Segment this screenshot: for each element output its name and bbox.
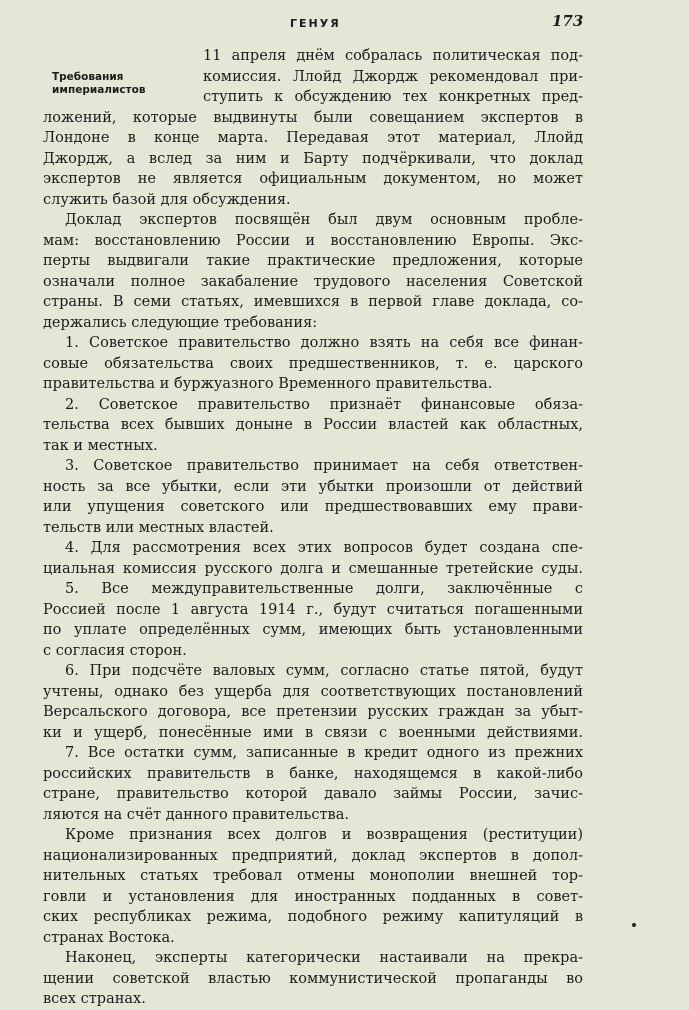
text-line: страны. В семи статьях, имевшихся в первой главе доклада, со- <box>43 294 583 310</box>
text-line: 5. Все междуправительственные долги, заключённые с <box>65 581 583 597</box>
running-head <box>0 12 689 36</box>
text-line: национализированных предприятий, доклад экспертов в допол- <box>43 847 583 864</box>
text-line: 7. Все остатки сумм, записанные в кредит одного из прежних <box>65 745 583 761</box>
text-line: совые обязательства своих предшественников, т. е. царского <box>43 355 583 372</box>
text-line: Наконец, эксперты категорически настаивали на прекра- <box>65 950 583 966</box>
text-line: всех странах. <box>43 991 146 1007</box>
text-line: экспертов не является официальным документом, но может <box>43 171 583 187</box>
text-line: ляются на счёт данного правительства. <box>43 806 349 823</box>
text-line: щении советской властью коммунистической пропаганды во <box>43 970 583 987</box>
text-line: держались следующие требования: <box>43 314 318 331</box>
text-line: мам: восстановлению России и восстановлению Европы. Экс- <box>43 232 583 249</box>
text-line: ступить к обсуждению тех конкретных пред- <box>203 89 583 105</box>
margin-note-line: империалистов <box>52 84 146 96</box>
ink-speck <box>632 923 636 927</box>
text-line: 11 апреля днём собралась политическая под- <box>203 48 583 64</box>
text-line: стране, правительство которой давало займы России, зачис- <box>43 786 583 802</box>
text-line: по уплате определённых сумм, имеющих быть установленными <box>43 622 583 638</box>
text-line: Лондоне в конце марта. Передавая этот материал, Ллойд <box>43 130 583 146</box>
text-line: странах Востока. <box>43 929 175 946</box>
text-line: правительства и буржуазного Временного правительства. <box>43 376 493 392</box>
text-line: 2. Советское правительство признаёт финансовые обяза- <box>65 396 583 413</box>
text-line: российских правительств в банке, находящемся в какой-либо <box>43 765 583 782</box>
text-line: Кроме признания всех долгов и возвращения (реституции) <box>65 827 583 843</box>
text-line: ность за все убытки, если эти убытки произошли от действий <box>43 478 583 495</box>
text-line: Джордж, а вслед за ним и Барту подчёркивали, что доклад <box>43 150 583 167</box>
text-line: нительных статьях требовал отмены монополии внешней тор- <box>43 868 583 884</box>
text-line: говли и установления для иностранных подданных в совет- <box>43 888 583 905</box>
text-line: служить базой для обсуждения. <box>43 191 291 208</box>
margin-note-line: Требования <box>52 71 124 83</box>
text-line: тельства всех бывших доныне в России властей как областных, <box>43 417 583 433</box>
body-text <box>43 46 583 1010</box>
text-line: учтены, однако без ущерба для соответствующих постановлений <box>43 683 583 700</box>
text-line: комиссия. Ллойд Джордж рекомендовал при- <box>203 68 583 85</box>
text-line: перты выдвигали такие практические предложения, которые <box>43 253 583 269</box>
text-line: 6. При подсчёте валовых сумм, согласно статье пятой, будут <box>65 663 583 679</box>
text-line: означали полное закабаление трудового населения Советской <box>43 273 583 290</box>
running-title: ГЕНУЯ <box>290 17 341 30</box>
text-line: ложений, которые выдвинуты были совещанием экспертов в <box>43 109 583 126</box>
text-line: тельств или местных властей. <box>43 519 274 536</box>
text-line: 4. Для рассмотрения всех этих вопросов будет создана спе- <box>65 540 583 556</box>
text-line: Версальского договора, все претензии русских граждан за убыт- <box>43 704 583 720</box>
page-number: 173 <box>552 12 584 30</box>
text-line: так и местных. <box>43 437 158 454</box>
text-line: ки и ущерб, понесённые ими в связи с военными действиями. <box>43 724 583 741</box>
text-line: 1. Советское правительство должно взять на себя все финан- <box>65 335 583 351</box>
text-line: с согласия сторон. <box>43 642 187 659</box>
text-line: циальная комиссия русского долга и смешанные третейские суды. <box>43 560 583 577</box>
text-line: Доклад экспертов посвящён был двум основным пробле- <box>65 212 583 228</box>
text-line: 3. Советское правительство принимает на себя ответствен- <box>65 458 583 474</box>
text-line: ских республиках режима, подобного режиму капитуляций в <box>43 909 583 925</box>
text-line: или упущения советского или предшествовавших ему прави- <box>43 499 583 515</box>
text-line: Россией после 1 августа 1914 г., будут считаться погашенными <box>43 601 583 618</box>
